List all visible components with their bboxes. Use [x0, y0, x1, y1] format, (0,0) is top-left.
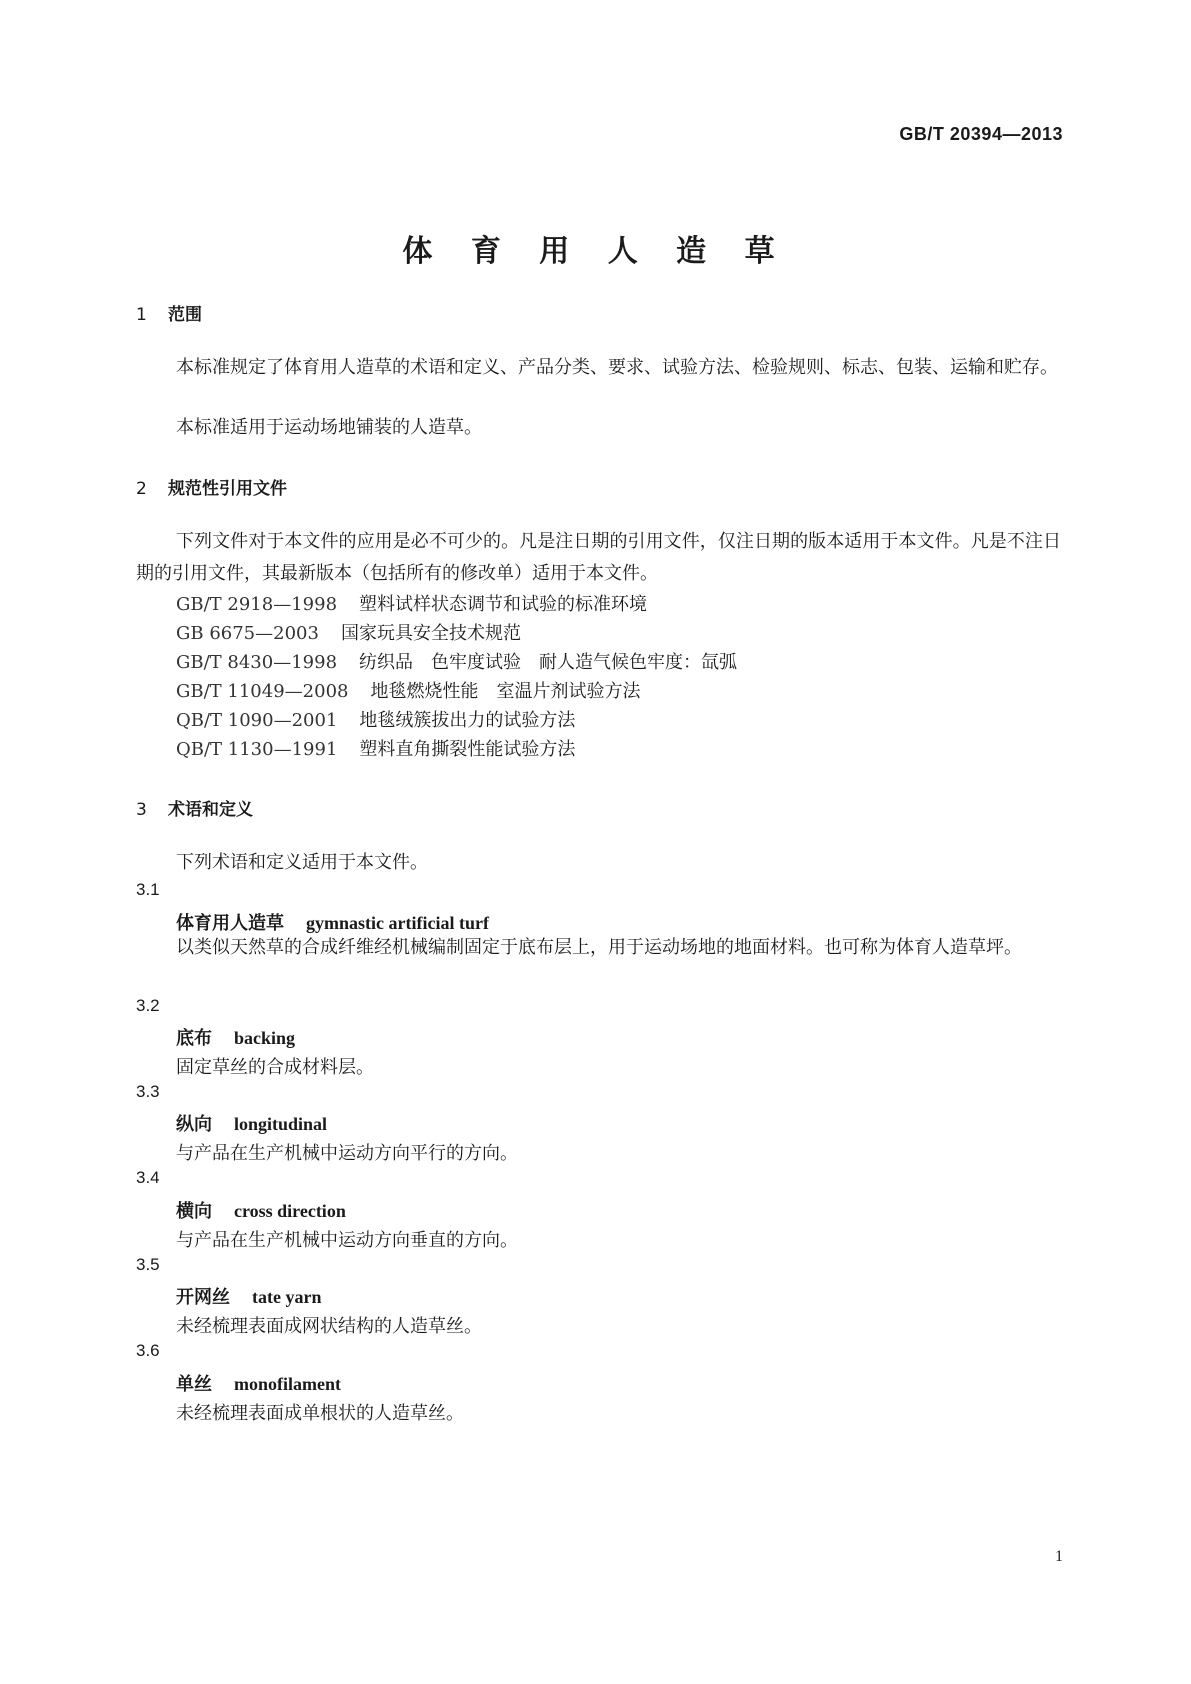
term-en: gymnastic artificial turf [306, 913, 489, 933]
section-title: 规范性引用文件 [168, 479, 287, 499]
document-title: 体 育 用 人 造 草 [402, 234, 789, 269]
terms-intro: 下列术语和定义适用于本文件。 [176, 852, 428, 873]
reference-title: 国家玩具安全技术规范 [340, 623, 521, 644]
term-zh: 底布 [176, 1028, 212, 1049]
term-zh: 纵向 [176, 1114, 212, 1135]
clause-number: 3.3 [136, 1082, 160, 1101]
term-zh: 单丝 [176, 1374, 212, 1395]
reference-code: GB 6675—2003 [176, 623, 319, 644]
term-en: longitudinal [234, 1114, 328, 1134]
reference-title: 塑料试样状态调节和试验的标准环境 [359, 594, 648, 615]
references-intro: 下列文件对于本文件的应用是必不可少的。凡是注日期的引用文件，仅注日期的版本适用于本文件。凡是不注日期的引用文件，其最新版本（包括所有的修改单）适用于本文件。 [136, 531, 1061, 584]
page-number: 1 [1055, 1548, 1063, 1565]
clause-number: 3.1 [136, 880, 160, 899]
term-definition: 与产品在生产机械中运动方向垂直的方向。 [176, 1230, 518, 1251]
term-zh: 体育用人造草 [176, 913, 284, 934]
reference-code: GB/T 2918—1998 [176, 594, 338, 615]
section-title: 术语和定义 [168, 800, 253, 820]
term-definition: 以类似天然草的合成纤维经机械编制固定于底布层上，用于运动场地的地面材料。也可称为体育人造草坪。 [176, 937, 1022, 958]
reference-title: 纺织品 色牢度试验 耐人造气候色牢度：氙弧 [359, 652, 738, 673]
section-1-heading [136, 300, 202, 325]
reference-item [176, 706, 575, 732]
term-heading [176, 1110, 327, 1136]
section-number: 2 [136, 479, 147, 499]
clause-number: 3.2 [136, 996, 160, 1015]
section-title: 范围 [168, 305, 202, 325]
clause-number: 3.6 [136, 1341, 160, 1360]
reference-item [176, 677, 640, 703]
reference-code: GB/T 11049—2008 [176, 681, 349, 702]
clause-number: 3.5 [136, 1255, 160, 1274]
section-number: 1 [136, 305, 147, 325]
term-definition: 与产品在生产机械中运动方向平行的方向。 [176, 1143, 518, 1164]
term-definition: 未经梳理表面成单根状的人造草丝。 [176, 1403, 464, 1424]
term-en: cross direction [234, 1201, 346, 1221]
term-en: backing [234, 1028, 296, 1048]
term-definition: 未经梳理表面成网状结构的人造草丝。 [176, 1316, 482, 1337]
reference-item [176, 648, 737, 674]
term-zh: 横向 [176, 1201, 212, 1222]
term-zh: 开网丝 [176, 1287, 230, 1308]
reference-item [176, 590, 647, 616]
scope-paragraph: 本标准适用于运动场地铺装的人造草。 [176, 417, 482, 438]
term-en: monofilament [234, 1374, 341, 1394]
reference-item [176, 735, 575, 761]
section-2-heading [136, 474, 287, 499]
reference-code: GB/T 8430—1998 [176, 652, 338, 673]
reference-title: 地毯绒簇拔出力的试验方法 [359, 710, 576, 731]
term-heading [176, 1197, 346, 1223]
term-definition: 固定草丝的合成材料层。 [176, 1057, 374, 1078]
term-en: tate yarn [252, 1287, 322, 1307]
reference-code: QB/T 1090—2001 [176, 710, 338, 731]
reference-code: QB/T 1130—1991 [176, 739, 338, 760]
term-heading [176, 1024, 295, 1050]
clause-number: 3.4 [136, 1168, 160, 1187]
reference-title: 地毯燃烧性能 室温片剂试验方法 [370, 681, 641, 702]
reference-title: 塑料直角撕裂性能试验方法 [359, 739, 576, 760]
term-heading [176, 1370, 341, 1396]
standard-code: GB/T 20394—2013 [899, 124, 1063, 144]
scope-paragraph: 本标准规定了体育用人造草的术语和定义、产品分类、要求、试验方法、检验规则、标志、包装、运输和贮存。 [176, 357, 1058, 378]
section-number: 3 [136, 800, 147, 820]
term-heading [176, 1283, 321, 1309]
reference-item [176, 619, 521, 645]
section-3-heading [136, 795, 253, 820]
